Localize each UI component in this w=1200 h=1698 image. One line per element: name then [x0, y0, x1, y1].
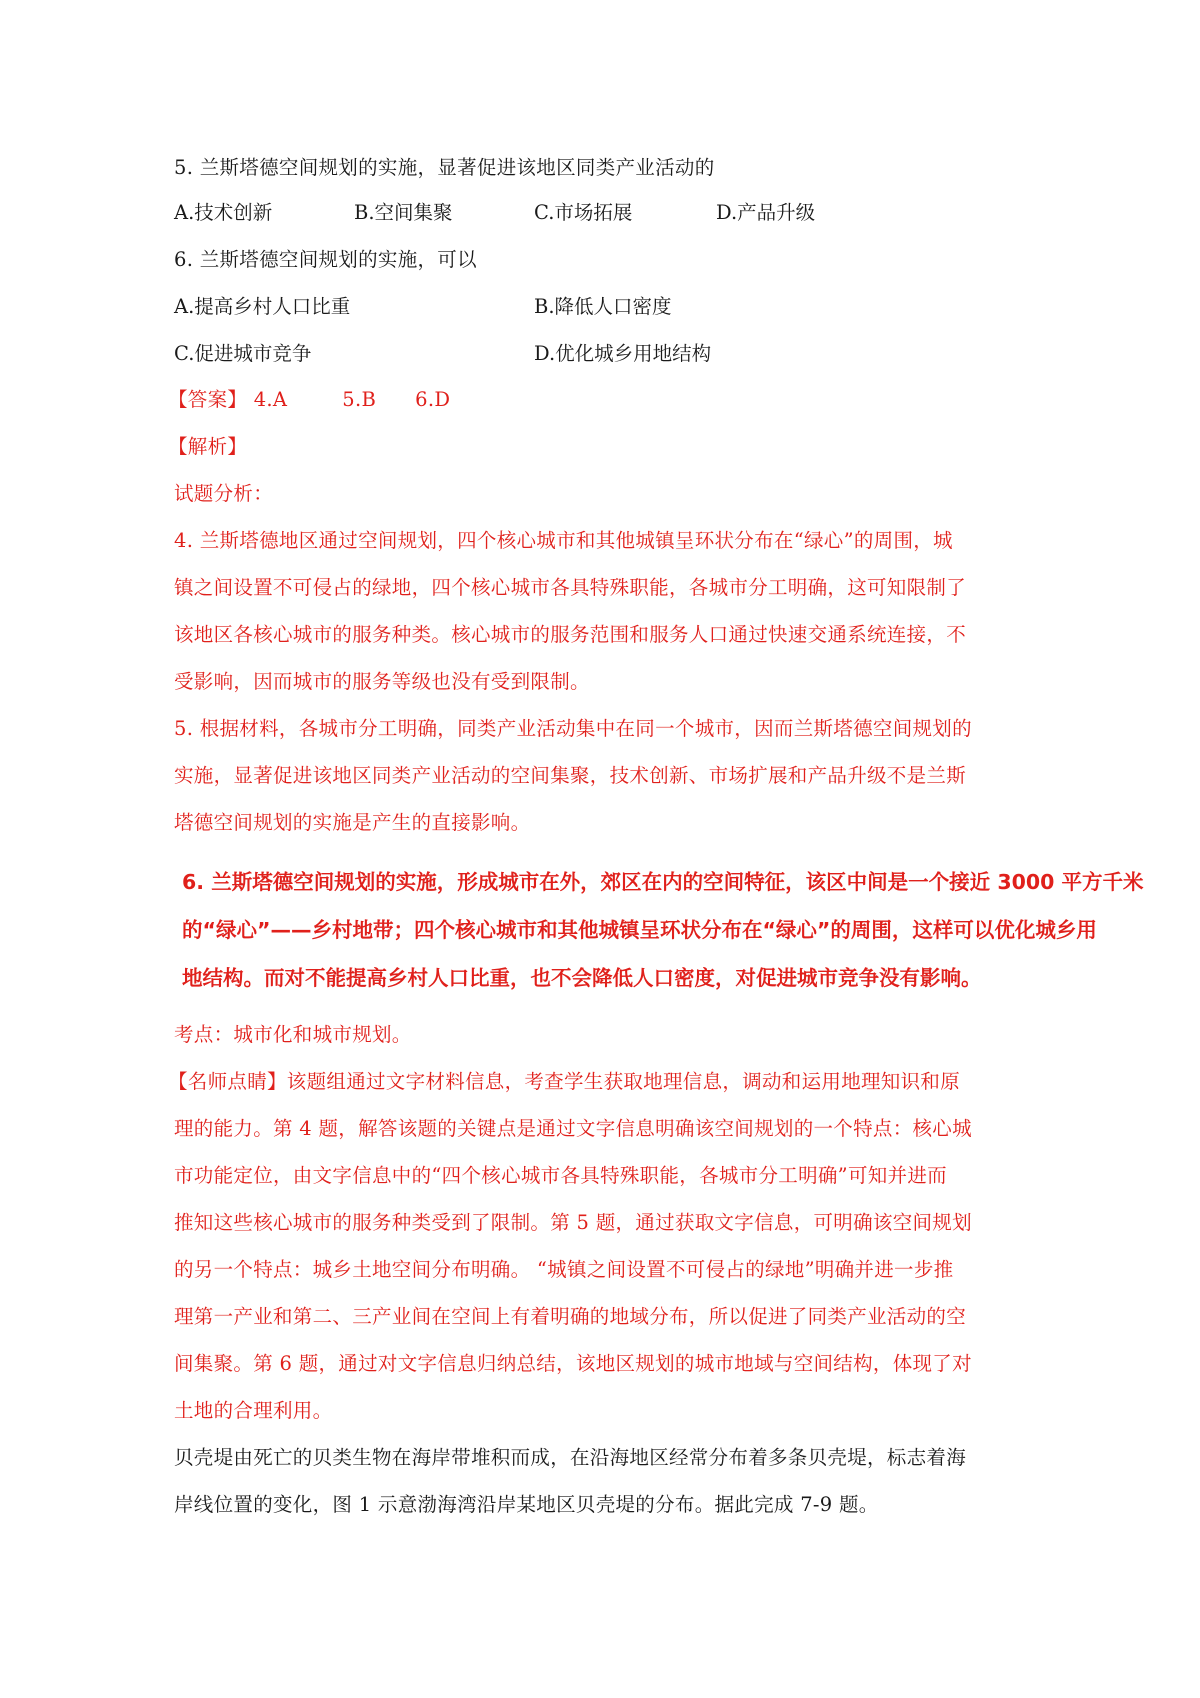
analysis-4-line-1: 4. 兰斯塔德地区通过空间规划，四个核心城市和其他城镇呈环状分布在“绿心”的周围，城	[174, 529, 953, 552]
answer-item-5: 5.B	[342, 388, 377, 411]
analysis-6-line-2: 的“绿心”——乡村地带；四个核心城市和其他城镇呈环状分布在“绿心”的周围，这样可以优化城乡用	[182, 918, 1097, 942]
question-5-option-d: D.产品升级	[716, 201, 816, 224]
analysis-6-line-3: 地结构。而对不能提高乡村人口比重，也不会降低人口密度，对促进城市竞争没有影响。	[182, 966, 982, 990]
kaodian: 考点：城市化和城市规划。	[174, 1023, 412, 1046]
answer-line	[168, 386, 450, 414]
question-5-option-c: C.市场拓展	[534, 201, 633, 224]
tips-line-5: 的另一个特点：城乡土地空间分布明确。 “城镇之间设置不可侵占的绿地”明确并进一步推	[174, 1258, 954, 1281]
tips-line-4: 推知这些核心城市的服务种类受到了限制。第 5 题，通过获取文字信息，可明确该空间规划	[174, 1211, 972, 1234]
answer-label: 【答案】	[168, 388, 248, 411]
analysis-5-line-2: 实施，显著促进该地区同类产业活动的空间集聚，技术创新、市场扩展和产品升级不是兰斯	[174, 764, 967, 787]
question-6-option-a: A.提高乡村人口比重	[174, 295, 351, 318]
answer-item-4: 4.A	[253, 388, 288, 411]
tips-line-8: 土地的合理利用。	[174, 1399, 333, 1422]
analysis-5-line-3: 塔德空间规划的实施是产生的直接影响。	[174, 811, 531, 834]
analysis-intro: 试题分析：	[174, 482, 274, 505]
analysis-4-line-3: 该地区各核心城市的服务种类。核心城市的服务范围和服务人口通过快速交通系统连接，不	[174, 623, 967, 646]
tips-line-3: 市功能定位，由文字信息中的“四个核心城市各具特殊职能，各城市分工明确”可知并进而	[174, 1164, 947, 1187]
question-6-option-c: C.促进城市竞争	[174, 342, 312, 365]
question-6-stem: 6. 兰斯塔德空间规划的实施，可以	[174, 248, 477, 271]
tips-line-1: 【名师点睛】该题组通过文字材料信息，考查学生获取地理信息，调动和运用地理知识和原	[168, 1070, 961, 1093]
tips-line-7: 间集聚。第 6 题，通过对文字信息归纳总结，该地区规划的城市地域与空间结构，体现了对	[174, 1352, 972, 1375]
material-line-1: 贝壳堤由死亡的贝类生物在海岸带堆积而成，在沿海地区经常分布着多条贝壳堤，标志着海	[174, 1446, 967, 1469]
answer-item-6: 6.D	[415, 388, 451, 411]
tips-line-6: 理第一产业和第二、三产业间在空间上有着明确的地域分布，所以促进了同类产业活动的空	[174, 1305, 967, 1328]
tips-line-2: 理的能力。第 4 题，解答该题的关键点是通过文字信息明确该空间规划的一个特点：核心城	[174, 1117, 972, 1140]
question-5-stem: 5. 兰斯塔德空间规划的实施，显著促进该地区同类产业活动的	[174, 156, 715, 179]
analysis-4-line-2: 镇之间设置不可侵占的绿地，四个核心城市各具特殊职能，各城市分工明确，这可知限制了	[174, 576, 967, 599]
question-6-option-b: B.降低人口密度	[534, 295, 672, 318]
question-6-option-d: D.优化城乡用地结构	[534, 342, 712, 365]
question-5-option-b: B.空间集聚	[354, 201, 453, 224]
analysis-5-line-1: 5. 根据材料，各城市分工明确，同类产业活动集中在同一个城市，因而兰斯塔德空间规划的	[174, 717, 972, 740]
analysis-4-line-4: 受影响，因而城市的服务等级也没有受到限制。	[174, 670, 590, 693]
question-5-option-a: A.技术创新	[174, 201, 273, 224]
analysis-label: 【解析】	[168, 435, 248, 458]
analysis-6-line-1: 6. 兰斯塔德空间规划的实施，形成城市在外，郊区在内的空间特征，该区中间是一个接近 3000 平方千米	[182, 870, 1144, 894]
material-line-2: 岸线位置的变化，图 1 示意渤海湾沿岸某地区贝壳堤的分布。据此完成 7-9 题。	[174, 1493, 879, 1516]
